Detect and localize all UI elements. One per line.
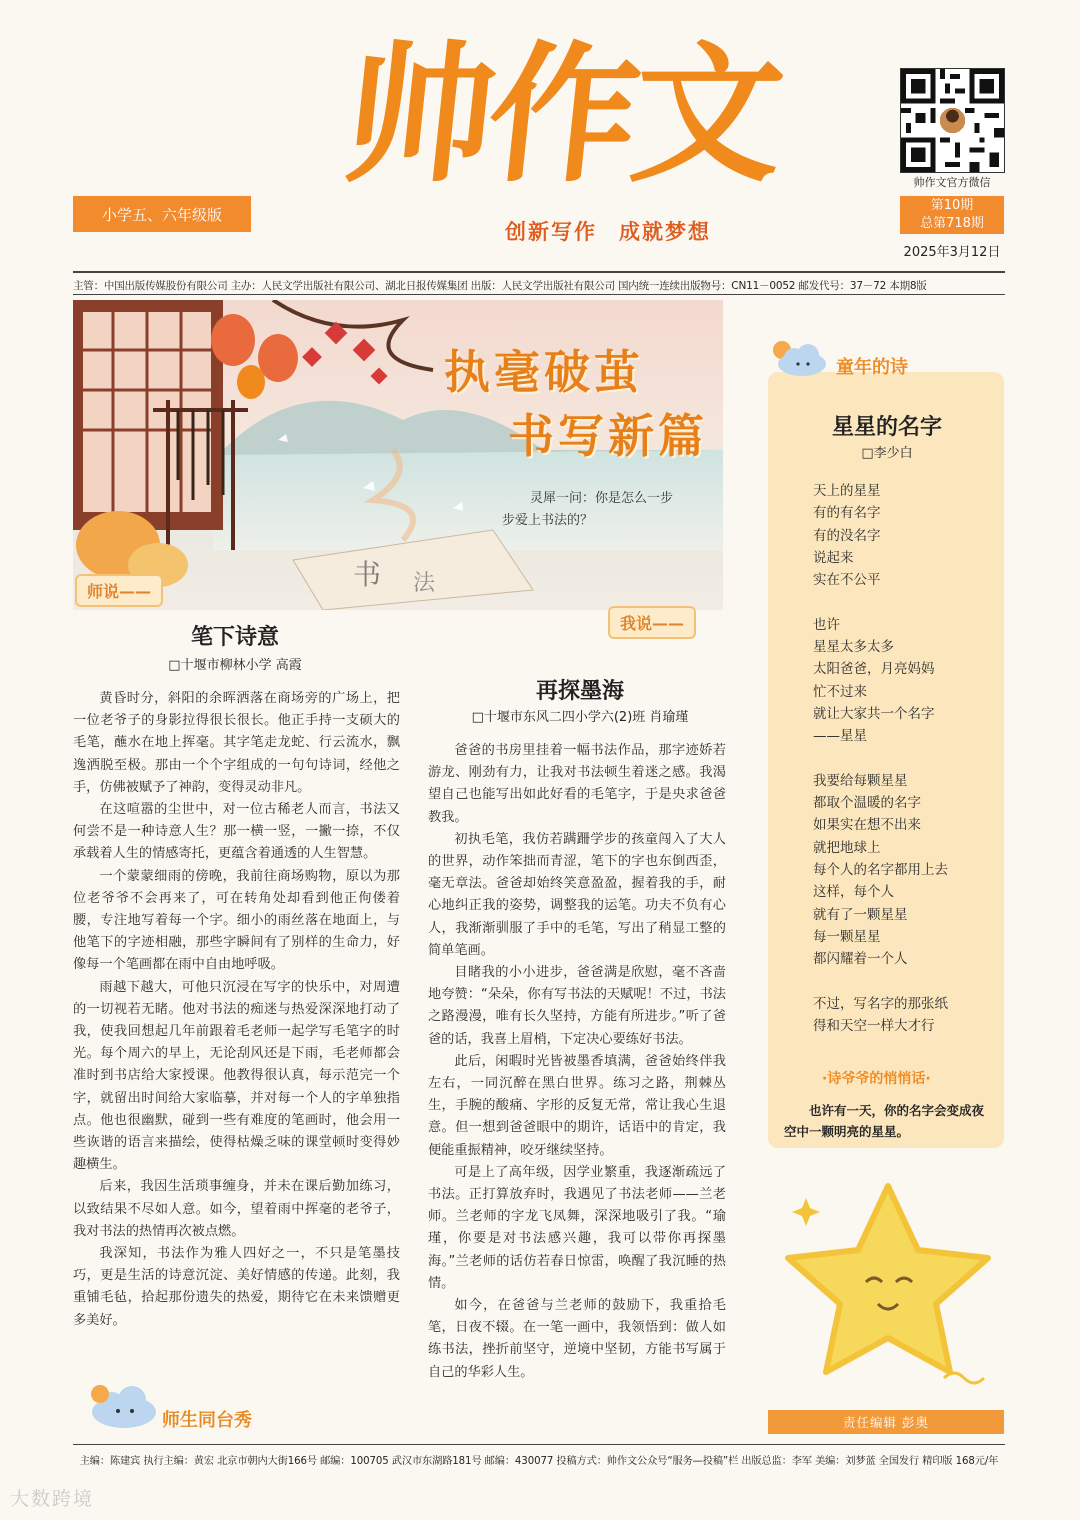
poem-line: 都闪耀着一个人: [813, 951, 908, 968]
issue-number: 第10期: [930, 198, 974, 213]
poem-line: 就把地球上: [813, 839, 881, 856]
poem-line: 每个人的名字都用上去: [813, 862, 948, 879]
info-divider: [73, 294, 1005, 295]
hero-question: [502, 488, 702, 532]
footer-info: 主编：陈建宾 执行主编：黄宏 北京市朝内大街166号 邮编：100705 武汉市东湖路181号 邮编：430077 投稿方式：帅作文公众号“服务—投稿”栏 出版总监：李军 美编：刘梦蓝 全国发行 精印版 168元/年: [79, 1456, 999, 1467]
paragraph: 目睹我的小小进步，爸爸满是欣慰，毫不吝啬地夸赞：“朵朵，你有写书法的天赋呢！不过，书法之路漫漫，唯有长久坚持，方能有所进步。”听了爸爸的话，我喜上眉梢，下定决心要练好书法。: [428, 965, 726, 1047]
paragraph: 此后，闲暇时光皆被墨香填满，爸爸始终伴我左右，一同沉醉在黑白世界。练习之路，荆棘丛生，手腕的酸痛、字形的反复无常，常让我心生退意。但一想到爸爸眼中的期许，话语中的肯定，我便能重振精神，咬牙继续坚持。: [428, 1053, 726, 1158]
student-article-byline: □十堰市东风二四小学六(2)班 肖瑜瑾: [471, 710, 689, 725]
paragraph: 如今，在爸爸与兰老师的鼓励下，我重拾毛笔，日夜不辍。在一笔一画中，我领悟到：做人如练书法，挫折前坚守，逆境中坚韧，方能书写属于自己的华彩人生。: [428, 1298, 726, 1380]
note-text: 也许有一天，你的名字会变成夜空中一颗明亮的星星。: [784, 1103, 985, 1139]
paragraph: 黄昏时分，斜阳的余晖洒落在商场旁的广场上，把一位老爷子的身影拉得很长很长。他正手持一支硕大的毛笔，蘸水在地上挥毫。其字笔走龙蛇、行云流水，飘逸洒脱至极。那由一个个字组成的一句句诗词，经他之手，仿佛被赋予了神韵，变得灵动非凡。: [73, 691, 400, 795]
teacher-article-title: 笔下诗意: [190, 625, 279, 650]
poem-line: 就让大家共一个名字: [813, 705, 935, 722]
poem-line: 都取个温暖的名字: [813, 795, 921, 812]
poem-line: 说起来: [813, 549, 854, 566]
student-article-body: [428, 740, 726, 1384]
poem-section-tag: 童年的诗: [836, 357, 908, 378]
paragraph: 初执毛笔，我仿若蹒跚学步的孩童闯入了大人的世界，动作笨拙而青涩，笔下的字也东倒西歪，毫无章法。爸爸却始终笑意盈盈，握着我的手，耐心地纠正我的姿势，调整我的运笔。功夫不负有心人，我渐渐驯服了手中的毛笔，写出了稍显工整的简单笔画。: [428, 831, 726, 958]
hero-title-line1: 执毫破茧: [444, 345, 644, 399]
poem-line: [813, 971, 948, 993]
poem-line: 星星太多太多: [813, 639, 894, 656]
poem-title: 星星的名字: [831, 415, 942, 440]
footer-divider: [73, 1444, 1005, 1445]
grade-badge: 小学五、六年级版: [73, 196, 251, 232]
paragraph: 我深知，书法作为雅人四好之一，不只是笔墨技巧，更是生活的诗意沉淀、美好情感的传递。此刻，我重铺毛毡，拾起那份遗失的热爱，期待它在未来馈赠更多美好。: [73, 1246, 400, 1328]
poem-line: 我要给每颗星星: [813, 772, 908, 789]
newspaper-logo: 帅作文: [335, 27, 787, 203]
editor-credit: 责任编辑 彭奥: [768, 1410, 1004, 1434]
paragraph: 爸爸的书房里挂着一幅书法作品，那字迹娇若游龙、刚劲有力，让我对书法顿生着迷之感。我渴望自己也能写出如此好看的毛笔字，于是央求爸爸教我。: [428, 743, 726, 825]
star-mascot-icon: [768, 1158, 1004, 1406]
svg-text:法: 法: [413, 571, 436, 596]
student-section-tag: 我说——: [608, 606, 696, 639]
slogan: [505, 216, 711, 246]
poem-line: 有的没名字: [813, 527, 881, 544]
student-article-title: 再探墨海: [535, 679, 624, 704]
issue-date: 2025年3月12日: [903, 245, 1001, 260]
issue-total: 总第718期: [920, 216, 984, 231]
hero-question-line2: 步爱上书法的？: [502, 513, 594, 528]
qr-code-icon[interactable]: [900, 68, 1005, 173]
top-divider: [73, 271, 1005, 273]
showcase-label: 师生同台秀: [162, 1410, 252, 1431]
hero-question-line1: 灵犀一问：你是怎么一步: [530, 491, 674, 506]
paragraph: 雨越下越大，可他只沉浸在写字的快乐中，对周遭的一切视若无睹。他对书法的痴迷与热爱深深地打动了我，使我回想起几年前跟着毛老师一起学写毛笔字的时光。每个周六的早上，无论刮风还是下雨，毛老师都会准时到书店给大家授课。他教得很认真，每示范完一个字，就留出时间给大家临摹，并对每一个人的字单独指点。他也很幽默，碰到一些有难度的笔画时，他会用一些诙谐的语言来描绘，使得枯燥乏味的课堂顿时变得妙趣横生。: [73, 979, 400, 1173]
paragraph: 一个蒙蒙细雨的傍晚，我前往商场购物，原以为那位老爷爷不会再来了，可在转角处却看到他正佝偻着腰，专注地写着每一个字。细小的雨丝落在地面上，与他笔下的字迹相融，那些字瞬间有了别样的生命力，好像每一个笔画都在雨中自由地呼吸。: [73, 868, 400, 973]
poem-line: 有的有名字: [813, 505, 881, 522]
poem-line: 如果实在想不出来: [813, 817, 921, 834]
paragraph: 在这喧嚣的尘世中，对一位古稀老人而言，书法又何尝不是一种诗意人生？那一横一竖，一撇一捺，不仅承载着人生的情感寄托，更蕴含着通透的人生智慧。: [73, 802, 400, 862]
watermark: 大数跨境: [10, 1488, 95, 1510]
paragraph: 可是上了高年级，因学业繁重，我逐渐疏远了书法。正打算放弃时，我遇见了书法老师——兰老师。兰老师的字龙飞凤舞，深深地吸引了我。“瑜瑾，你要是对书法感兴趣，我可以带你再探墨海。”兰老师的话仿若春日惊雷，唤醒了我沉睡的热情。: [428, 1164, 726, 1291]
poem-body: [813, 480, 948, 1037]
cloud-mascot-icon: [768, 338, 828, 378]
slogan-part-a: 创新写作: [505, 220, 597, 244]
teacher-section-tag: 师说——: [75, 574, 163, 607]
poem-line: 就有了一颗星星: [813, 906, 908, 923]
slogan-part-b: 成就梦想: [619, 220, 711, 244]
poem-line: 太阳爸爸，月亮妈妈: [813, 661, 935, 678]
teacher-article-body: [73, 688, 400, 1332]
poem-line: [813, 748, 948, 770]
paragraph: 后来，我因生活琐事缠身，并未在课后勤加练习，以致结果不尽如人意。如今，望着雨中挥毫的老爷子，我对书法的热情再次被点燃。: [73, 1179, 400, 1239]
poem-line: 这样，每个人: [813, 884, 894, 901]
hero-title-line2: 书写新篇: [508, 409, 708, 463]
teacher-article-byline: □十堰市柳林小学 高霞: [168, 658, 302, 673]
poem-line: [813, 591, 948, 613]
poem-line: 得和天空一样大才行: [813, 1018, 935, 1035]
qr-caption: 帅作文官方微信: [913, 176, 991, 189]
poem-line: 天上的星星: [813, 483, 881, 499]
poem-line: 也许: [813, 616, 840, 633]
poem-line: 实在不公平: [813, 572, 881, 589]
issue-badge: [900, 196, 1004, 234]
poem-line: 不过，写名字的那张纸: [813, 995, 948, 1012]
note-heading: ·诗爷爷的悄悄话·: [822, 1071, 931, 1087]
poem-author: □李少白: [861, 446, 913, 461]
poem-line: 每一颗星星: [813, 928, 881, 945]
publisher-info: 主管：中国出版传媒股份有限公司 主办：人民文学出版社有限公司、湖北日报传媒集团 出版：人民文学出版社有限公司 国内统一连续出版物号：CN11－0052 邮发代号：37－72 本期8版: [73, 280, 927, 292]
poem-line: 忙不过来: [813, 683, 867, 700]
svg-text:书: 书: [353, 558, 382, 591]
poem-line: ——星星: [813, 728, 867, 745]
